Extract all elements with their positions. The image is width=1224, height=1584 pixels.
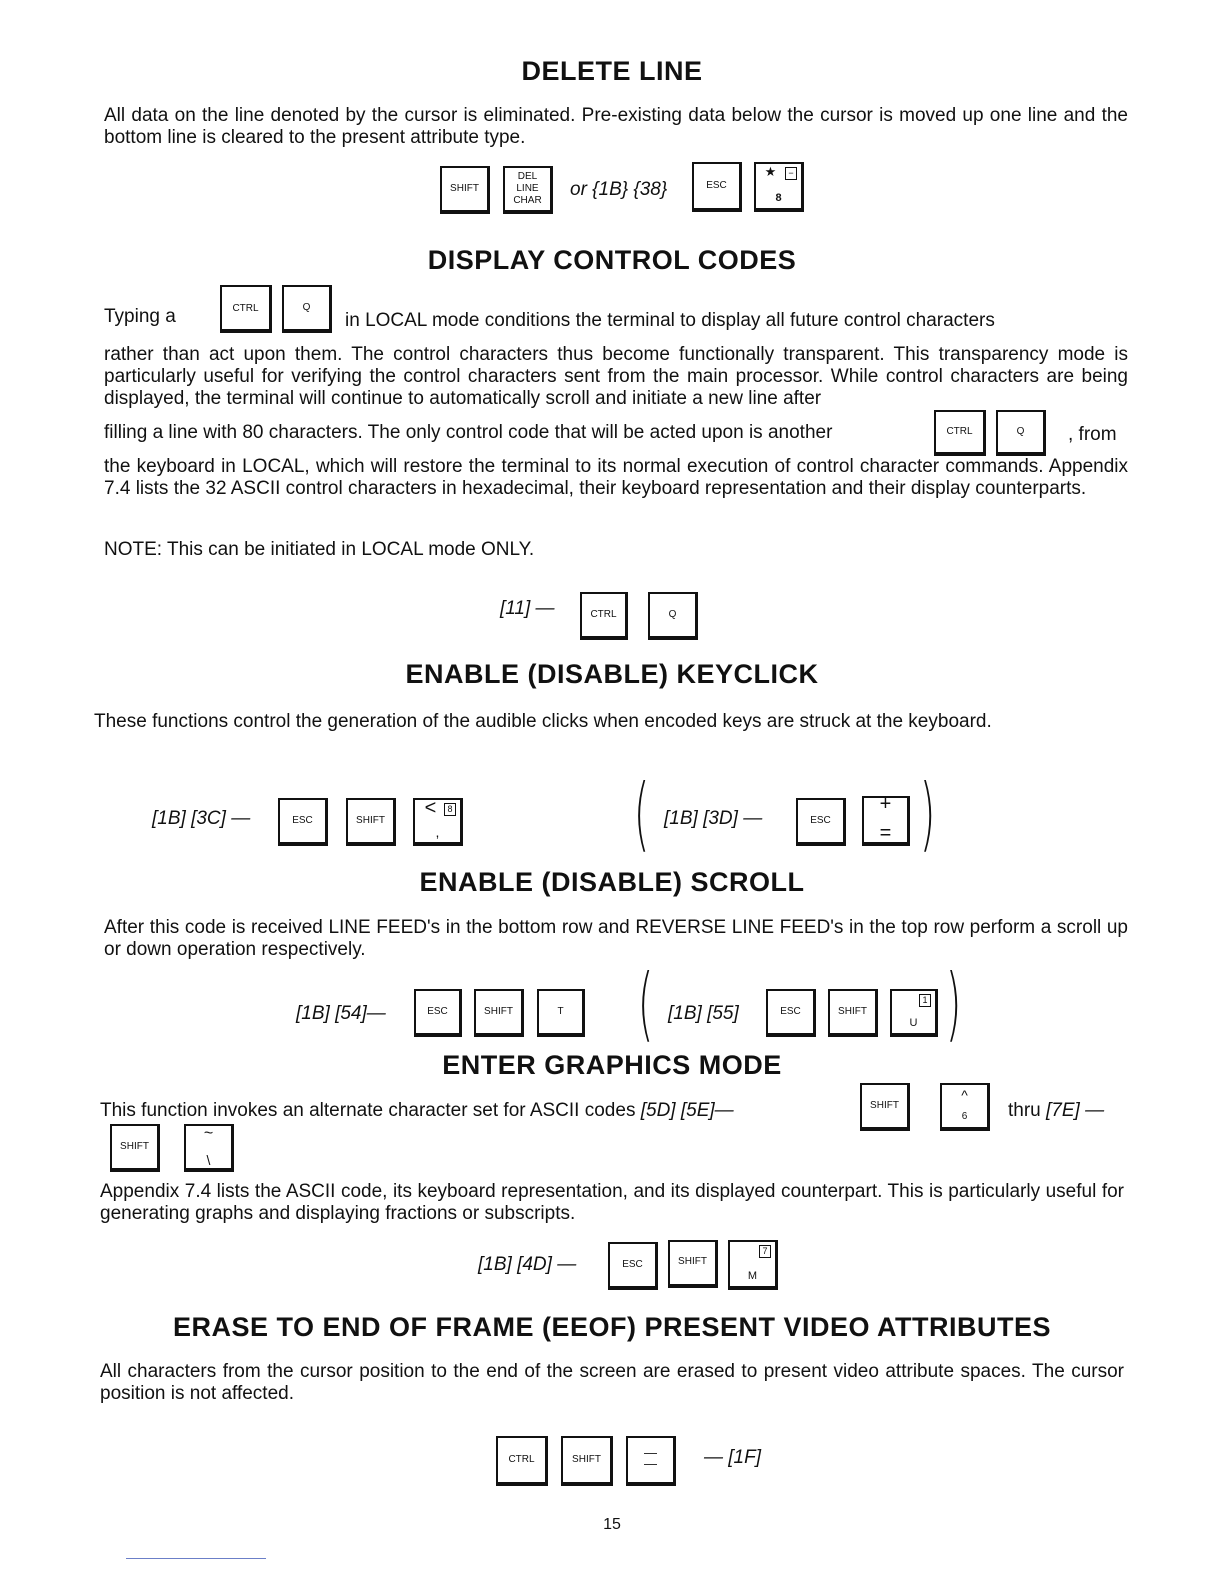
tilde-label: ~ xyxy=(203,1125,214,1142)
eeof-code: — [1F] xyxy=(704,1447,762,1468)
key-shift-eeof: SHIFT xyxy=(561,1436,613,1486)
key-shift: SHIFT xyxy=(440,166,490,214)
heading-scroll: ENABLE (DISABLE) SCROLL xyxy=(419,867,805,897)
keyclick-description: These functions control the generation of the audible clicks when encoded keys are struck at the keyboard. xyxy=(94,711,992,732)
heading-keyclick: ENABLE (DISABLE) KEYCLICK xyxy=(405,659,819,689)
typing-a-text: Typing a xyxy=(104,306,176,327)
key-ctrl-code: CTRL xyxy=(580,592,628,640)
key-star-8 xyxy=(754,162,804,212)
heading-eeof: ERASE TO END OF FRAME (EEOF) PRESENT VIDEO ATTRIBUTES xyxy=(172,1312,1052,1342)
scroll-enable-code: [1B] [54]— xyxy=(296,1003,386,1024)
key-dash xyxy=(626,1436,676,1486)
delete-line-alt-code: or {1B} {38} xyxy=(570,179,668,200)
display-control-note: NOTE: This can be initiated in LOCAL mode ONLY. xyxy=(104,539,535,560)
display-control-code: [11] — xyxy=(500,598,555,619)
key-plus-equals xyxy=(862,793,910,846)
graphics-code: [1B] [4D] — xyxy=(478,1254,577,1275)
star-icon: ★ xyxy=(764,164,777,179)
key-tilde-backslash xyxy=(184,1124,234,1172)
page-number: 15 xyxy=(603,1516,621,1533)
key-ctrl-eeof: CTRL xyxy=(496,1436,548,1486)
key-label-8: 8 xyxy=(775,192,782,204)
comma-label: , xyxy=(435,824,440,840)
heading-display-control-codes: DISPLAY CONTROL CODES xyxy=(427,245,797,275)
graphics-thru xyxy=(1008,1100,1104,1122)
display-control-line1: in LOCAL mode conditions the terminal to display all future control characters xyxy=(345,310,995,331)
keyclick-disable-code: [1B] [3D] — xyxy=(664,808,763,829)
graphics-end-code: [7E] — xyxy=(1046,1100,1105,1121)
equals-label: = xyxy=(879,822,892,844)
key-label-del: DEL xyxy=(517,171,538,182)
eeof-description: All characters from the cursor position to the end of the screen are erased to present video attribute spaces. The cursor position is not affected. xyxy=(100,1361,1124,1404)
from-text: , from xyxy=(1068,424,1117,445)
display-control-paragraph: rather than act upon them. The control characters thus become functionally transparent. This transparency mode is particularly useful for verifying the control characters sent from the main processor. While control characters are being displayed, the terminal will continue to automatically scroll and initiate a new line after xyxy=(104,344,1128,409)
key-m xyxy=(728,1240,778,1290)
key-q-inline: Q xyxy=(996,410,1046,456)
scroll-description: After this code is received LINE FEED's in the bottom row and REVERSE LINE FEED's in the top row perform a scroll up or down operation respectively. xyxy=(104,917,1128,960)
open-paren-scroll: ( xyxy=(637,957,654,1050)
key-u xyxy=(890,989,938,1037)
graphics-codes: [5D] [5E]— xyxy=(640,1100,734,1121)
graphics-description: Appendix 7.4 lists the ASCII code, its keyboard representation, and its displayed counterpart. This is particularly useful for generating graphs and displaying fractions or subscripts. xyxy=(100,1181,1124,1224)
key-shift-scroll-disable: SHIFT xyxy=(828,989,878,1037)
graphics-line1-text: This function invokes an alternate character set for ASCII codes xyxy=(100,1100,636,1121)
key-esc-scroll: ESC xyxy=(414,989,462,1037)
key-shift-scroll: SHIFT xyxy=(474,989,524,1037)
delete-line-description: All data on the line denoted by the cursor is eliminated. Pre-existing data below the cursor is moved up one line and the bottom line is cleared to the present attribute type. xyxy=(104,105,1128,148)
key-esc-keyclick-disable: ESC xyxy=(796,798,846,846)
key-shift-graphics-2: SHIFT xyxy=(110,1124,160,1172)
thru-text: thru xyxy=(1008,1100,1041,1121)
key-ctrl-inline: CTRL xyxy=(934,410,986,456)
key-ctrl: CTRL xyxy=(220,285,272,333)
one-box-label: 1 xyxy=(919,994,931,1007)
six-label: 6 xyxy=(961,1111,968,1122)
dash-top-line: — xyxy=(644,1445,657,1460)
key-esc: ESC xyxy=(692,162,742,212)
keyclick-enable-code: [1B] [3C] — xyxy=(152,808,251,829)
key-shift-keyclick: SHIFT xyxy=(346,798,396,846)
minus-box-icon: − xyxy=(785,167,797,180)
seven-box-label: 7 xyxy=(759,1245,771,1258)
display-control-filling-text: filling a line with 80 characters. The only control code that will be acted upon is another xyxy=(104,422,833,443)
key-esc-scroll-disable: ESC xyxy=(766,989,816,1037)
heading-delete-line: DELETE LINE xyxy=(521,56,703,86)
key-caret-6 xyxy=(940,1083,990,1131)
caret-label: ^ xyxy=(961,1087,968,1103)
key-t: T xyxy=(537,989,585,1037)
close-paren-scroll: ) xyxy=(945,957,962,1050)
u-label: U xyxy=(909,1017,918,1029)
key-esc-keyclick: ESC xyxy=(278,798,328,846)
key-shift-graphics-3: SHIFT xyxy=(668,1240,718,1288)
display-control-paragraph-2: the keyboard in LOCAL, which will restore the terminal to its normal execution of control character commands. Appendix 7.4 lists the 32 ASCII control characters in hexadecimal, their keyboard representation and their display counterparts. xyxy=(104,456,1128,499)
key-del-line-char xyxy=(503,166,553,214)
heading-graphics-mode: ENTER GRAPHICS MODE xyxy=(442,1050,782,1080)
eight-box-label: 8 xyxy=(444,803,456,816)
scroll-disable-code: [1B] [55] xyxy=(668,1003,739,1024)
key-less-than xyxy=(413,798,463,846)
key-esc-graphics: ESC xyxy=(608,1242,658,1290)
open-paren-keyclick: ( xyxy=(633,767,650,860)
plus-label: + xyxy=(879,793,892,815)
graphics-line1 xyxy=(100,1100,734,1122)
footer-rule xyxy=(126,1558,266,1559)
key-q-code: Q xyxy=(648,592,698,640)
key-q: Q xyxy=(282,285,332,333)
key-label-char: CHAR xyxy=(513,195,542,206)
less-than-label: < xyxy=(424,797,437,819)
key-shift-graphics: SHIFT xyxy=(860,1083,910,1131)
dash-label: — xyxy=(644,1456,657,1471)
backslash-label: \ xyxy=(206,1152,211,1168)
key-label-line: LINE xyxy=(516,183,539,194)
m-label: M xyxy=(747,1270,758,1282)
close-paren-keyclick: ) xyxy=(919,767,936,860)
